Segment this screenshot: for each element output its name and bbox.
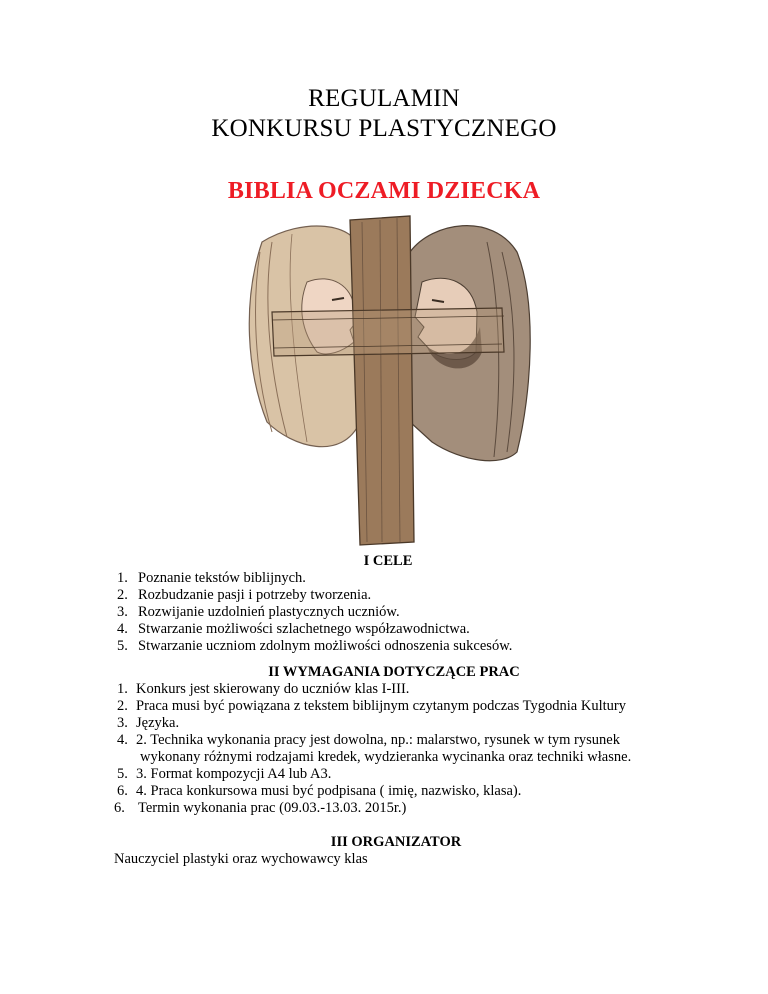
list-item: 4. Praca konkursowa musi być podpisana ( imię, nazwisko, klasa). [136,783,522,799]
cross-horizontal [272,308,504,356]
list-item-number: 6. [117,783,128,799]
page-title-line1: REGULAMIN [308,85,460,112]
list-item: Praca musi być powiązana z tekstem biblijnym czytanym podczas Tygodnia Kultury [136,698,626,714]
list-item-number: 1. [117,570,128,586]
page-title-line2: KONKURSU PLASTYCZNEGO [211,115,557,142]
list-item-number: 6. [114,800,125,816]
list-item-number: 4. [117,732,128,748]
list-item: 3. Format kompozycji A4 lub A3. [136,766,332,782]
list-item: Języka. [136,715,180,731]
cross-illustration [232,212,542,547]
page-subtitle: BIBLIA OCZAMI DZIECKA [227,178,541,204]
section-heading-organizator: III ORGANIZATOR [330,834,462,850]
list-item: Poznanie tekstów biblijnych. [138,570,306,586]
list-item-continuation: wykonany różnymi rodzajami kredek, wydzieranka wycinanka oraz techniki własne. [140,749,632,765]
list-item: Rozwijanie uzdolnień plastycznych uczniów. [138,604,400,620]
list-item-number: 1. [117,681,128,697]
list-item: Termin wykonania prac (09.03.-13.03. 2015r.) [138,800,407,816]
list-item: 2. Technika wykonania pracy jest dowolna, np.: malarstwo, rysunek w tym rysunek [136,732,620,748]
section-heading-cele: I CELE [363,553,413,569]
list-item: Stwarzanie możliwości szlachetnego współzawodnictwa. [138,621,470,637]
list-item-number: 4. [117,621,128,637]
list-item-number: 5. [117,766,128,782]
list-item-number: 5. [117,638,128,654]
list-item-number: 2. [117,587,128,603]
section-heading-wymagania: II WYMAGANIA DOTYCZĄCE PRAC [268,664,520,680]
list-item-number: 2. [117,698,128,714]
list-item: Konkurs jest skierowany do uczniów klas I-III. [136,681,410,697]
list-item: Stwarzanie uczniom zdolnym możliwości odnoszenia sukcesów. [138,638,513,654]
list-item: Rozbudzanie pasji i potrzeby tworzenia. [138,587,372,603]
list-item-number: 3. [117,604,128,620]
organizator-text: Nauczyciel plastyki oraz wychowawcy klas [114,851,368,867]
list-item-number: 3. [117,715,128,731]
